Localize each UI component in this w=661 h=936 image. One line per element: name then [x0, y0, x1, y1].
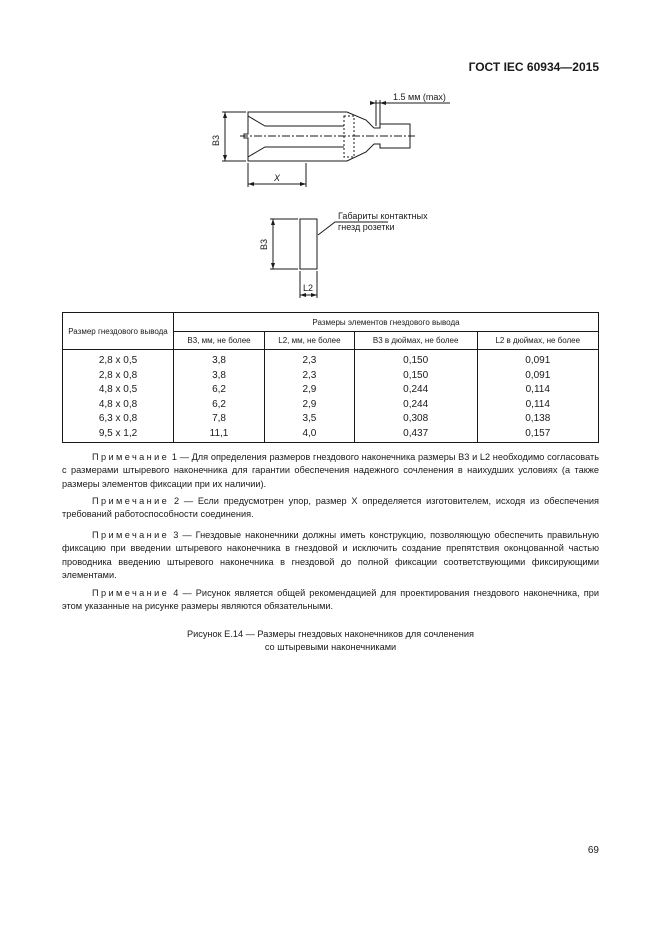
callout-line1: Габариты контактных	[338, 211, 428, 221]
callout-line2: гнезд розетки	[338, 222, 395, 232]
note-label: Примечание	[92, 588, 170, 598]
table-row: 4,8 x 0,5 6,2 2,9 0,244 0,114	[63, 383, 599, 398]
note-text: 3 — Гнездовые наконечники должны иметь конструкцию, позволяющую обеспечить правильную фиксацию при введении штыревого наконечника в гнездовой и исключить создание препятствия оконцованной частью проводника введению штыревого наконечника в гнездовой до полной фиксации соответствующими фиксирующими элементами.	[62, 530, 599, 581]
note-3	[62, 529, 599, 583]
note-text: 4 — Рисунок является общей рекомендацией для проектирования гнездового наконечника, при этом указанные на рисунке размеры являются обязательными.	[62, 588, 599, 612]
spring-lower	[248, 147, 344, 157]
x-label: X	[274, 173, 281, 183]
note-text: 2 — Если предусмотрен упор, размер X определяется изготовителем, исходя из обеспечения требований работоспособности соединения.	[62, 496, 599, 520]
table-row: 6,3 x 0,8 7,8 3,5 0,308 0,138	[63, 412, 599, 427]
l2-label: L2	[303, 283, 314, 293]
col-size-header: Размер гнездового вывода	[63, 313, 174, 350]
note-label: Примечание	[92, 530, 170, 540]
max-label: 1.5 мм (max)	[393, 92, 446, 102]
table-row: 9,5 x 1,2 11,1 4,0 0,437 0,157	[63, 427, 599, 443]
table-row: 2,8 x 0,5 3,8 2,3 0,150 0,091	[63, 350, 599, 369]
caption-line1: Рисунок Е.14 — Размеры гнездовых наконечников для сочленения	[186, 629, 474, 639]
note-label: Примечание	[92, 452, 170, 462]
table-row: 2,8 x 0,8 3,8 2,3 0,150 0,091	[63, 369, 599, 384]
b3-small-label: B3	[259, 238, 269, 250]
note-4	[62, 587, 599, 614]
note-2	[62, 495, 599, 522]
sub-header-b3-mm: B3, мм, не более	[174, 332, 265, 350]
note-label: Примечание	[92, 496, 170, 506]
dimensions-table	[62, 312, 599, 443]
figure-caption	[62, 628, 599, 654]
sub-header-b3-in: B3 в дюймах, не более	[354, 332, 477, 350]
sub-header-l2-mm: L2, мм, не более	[265, 332, 355, 350]
spring-upper	[248, 116, 344, 126]
b3-label: B3	[211, 134, 221, 146]
page-number: 69	[587, 845, 599, 856]
note-1	[62, 451, 599, 491]
standard-header: ГОСТ IEC 60934—2015	[468, 60, 599, 74]
caption-line2: со штыревыми наконечниками	[264, 642, 397, 652]
terminal-drawing	[0, 0, 661, 310]
note-text: 1 — Для определения размеров гнездового наконечника размеры B3 и L2 необходимо согласовать с размерами штыревого наконечника для гарантии обеспечения надежного сочленения в наихудших условиях (а также размеры элементов фиксации при их наличии).	[62, 452, 599, 489]
table-row: 4,8 x 0,8 6,2 2,9 0,244 0,114	[63, 398, 599, 413]
sub-header-l2-in: L2 в дюймах, не более	[477, 332, 598, 350]
socket-outline	[300, 219, 317, 269]
col-group-header: Размеры элементов гнездового вывода	[174, 313, 599, 332]
